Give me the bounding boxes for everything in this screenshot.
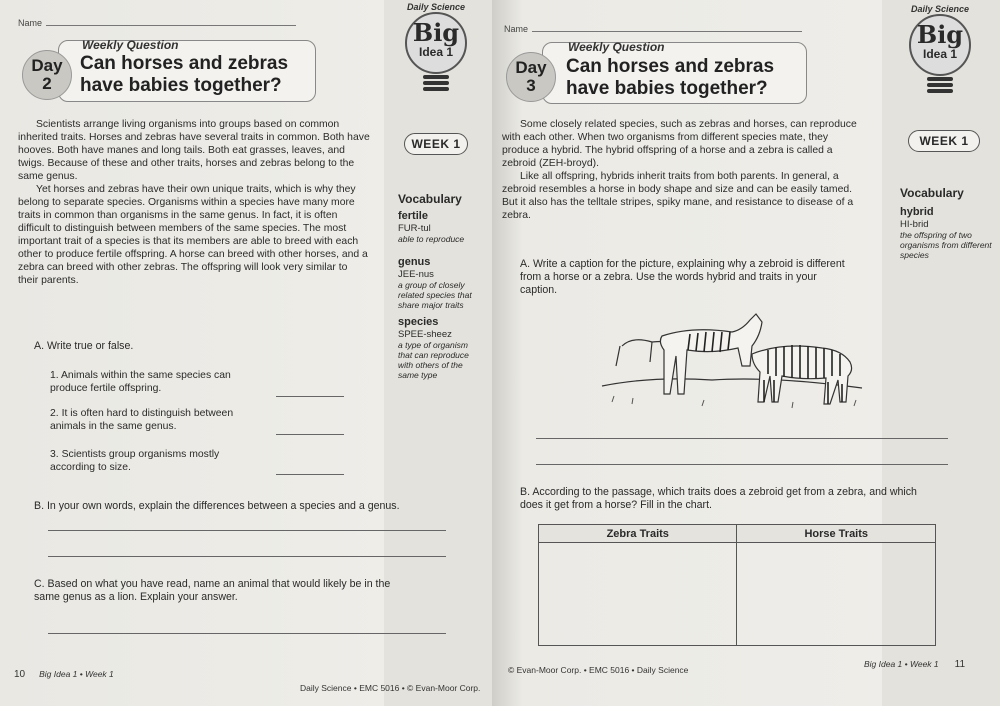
page-number: 11: [954, 659, 966, 670]
question-line-1: Can horses and zebras: [566, 56, 775, 77]
big-label: Big: [412, 18, 460, 47]
bulb-base-icon: [927, 77, 953, 93]
passage-paragraph-1: Scientists arrange living organisms into groups based on common inherited traits. Horses and zebras have several traits in common. Both have hooves. Both have manes and long tails. Both eat grasses, leaves, and twigs. Because of these and other traits, horses and zebras belong to the same genus.: [18, 119, 370, 182]
vocab-term: fertile: [398, 210, 428, 222]
passage-paragraph-1: Some closely related species, such as zebras and horses, can reproduce with each other. When two organisms from different species mate, they produce a hybrid. The hybrid offspring of a horse and a zebra is called a zebroid (ZEH-broyd).: [502, 119, 857, 169]
answer-line-1[interactable]: [276, 396, 344, 397]
left-page: [0, 0, 492, 706]
right-footer: [864, 659, 979, 670]
answer-line-3[interactable]: [276, 474, 344, 475]
section-a-instructions: A. Write true or false.: [34, 340, 134, 352]
vocab-term: species: [398, 316, 439, 328]
zebra-traits-header: Zebra Traits: [539, 525, 737, 543]
item-text: Animals within the same species can produce fertile offspring.: [50, 370, 231, 394]
week-label: WEEK 1: [908, 130, 980, 152]
day-badge: [22, 50, 72, 100]
weekly-question-label: Weekly Question: [568, 40, 665, 54]
vocabulary-list: [900, 206, 992, 266]
weekly-question: [566, 56, 774, 100]
lightbulb-icon: [909, 14, 971, 76]
name-label: Name: [18, 18, 43, 28]
vocab-definition: able to reproduce: [398, 234, 465, 244]
item-text: It is often hard to distinguish between animals in the same genus.: [50, 408, 234, 432]
question-item-3: [50, 448, 260, 474]
vocab-definition: the offspring of two organisms from different species: [900, 230, 992, 260]
day-word: Day: [515, 58, 547, 77]
day-badge: [506, 52, 556, 102]
idea-label: Idea 1: [418, 45, 454, 59]
vocab-pronunciation: HI-brid: [900, 219, 929, 230]
item-number: 2.: [50, 408, 59, 419]
item-text: Scientists group organisms mostly according to size.: [50, 449, 220, 473]
name-line[interactable]: [532, 24, 802, 32]
vocab-pronunciation: FUR-tul: [398, 223, 431, 234]
name-field: [18, 18, 296, 28]
horse-traits-header: Horse Traits: [737, 525, 936, 543]
name-field: [504, 24, 802, 34]
day-number: 2: [42, 74, 52, 93]
vocab-pronunciation: JEE-nus: [398, 269, 434, 280]
question-item-2: [50, 407, 260, 433]
week-label: WEEK 1: [404, 133, 468, 155]
right-page: [492, 0, 1000, 706]
caption-line-2[interactable]: [536, 464, 948, 465]
answer-line-2[interactable]: [276, 434, 344, 435]
vocab-term: hybrid: [900, 206, 934, 218]
question-line-2: have babies together?: [566, 78, 768, 99]
big-idea-badge: [398, 2, 474, 93]
big-label: Big: [916, 20, 964, 49]
left-footer: [14, 669, 114, 680]
vocabulary-title: Vocabulary: [398, 192, 462, 206]
answer-line-b2[interactable]: [48, 556, 446, 557]
footer-idea-week: Big Idea 1 • Week 1: [39, 669, 114, 679]
vocabulary-title: Vocabulary: [900, 186, 964, 200]
passage: [18, 118, 370, 287]
caption-line-1[interactable]: [536, 438, 948, 439]
question-item-1: [50, 369, 260, 395]
page-number: 10: [14, 669, 26, 680]
idea-label: Idea 1: [922, 47, 958, 61]
question-line-1: Can horses and zebras: [80, 53, 289, 74]
passage-paragraph-2: Yet horses and zebras have their own unique traits, which is why they belong to separate species. Organisms within a species have many more traits in common than organisms in the same genus. In fact, it is often difficult to distinguish between members of the same species. The most important trait of a species is that its members are able to breed with each other to produce fertile offspring. A horse can breed with other horses, and a zebra can breed with other zebras. The offspring will look very similar to their parents.: [18, 184, 368, 286]
section-a-instructions: A. Write a caption for the picture, explaining why a zebroid is different from a horse or a zebra. Use the words hybrid and traits in your caption.: [520, 258, 845, 296]
section-b-instructions: B. According to the passage, which traits does a zebroid get from a zebra, and which does it get from a horse? Fill in the chart.: [520, 486, 917, 511]
traits-chart: [538, 524, 936, 646]
weekly-question: [80, 53, 288, 97]
zebra-traits-cell[interactable]: [539, 543, 737, 646]
bulb-base-icon: [423, 75, 449, 91]
zebroid-illustration: [592, 306, 872, 416]
item-number: 1.: [50, 370, 59, 381]
big-idea-badge: [900, 4, 980, 95]
passage: [502, 118, 864, 222]
vocab-pronunciation: SPEE-sheez: [398, 329, 452, 340]
answer-line-c1[interactable]: [48, 633, 446, 634]
vocabulary-list: [398, 210, 482, 386]
vocab-entry-hybrid: [900, 206, 992, 260]
section-b-instructions: B. In your own words, explain the differences between a species and a genus.: [34, 500, 400, 512]
item-number: 3.: [50, 449, 59, 460]
vocab-term: genus: [398, 256, 431, 268]
day-word: Day: [31, 56, 63, 75]
passage-paragraph-2: Like all offspring, hybrids inherit traits from both parents. In general, a zebroid resembles a horse in body shape and size and can be easily tamed. But it also has the telltale stripes, spiky mane, and resistance to disease of a zebra.: [502, 171, 854, 221]
vocab-entry-species: [398, 316, 482, 380]
series-label: Daily Science: [406, 2, 466, 12]
vocab-entry-genus: [398, 256, 482, 310]
horse-traits-cell[interactable]: [737, 543, 936, 646]
lightbulb-icon: [405, 12, 467, 74]
answer-line-b1[interactable]: [48, 530, 446, 531]
name-label: Name: [504, 24, 529, 34]
vocab-definition: a type of organism that can reproduce with others of the same type: [398, 340, 469, 380]
weekly-question-label: Weekly Question: [82, 38, 179, 52]
vocab-definition: a group of closely related species that share major traits: [398, 280, 472, 310]
section-c-instructions: C. Based on what you have read, name an animal that would likely be in the same genus as a lion. Explain your answer.: [34, 578, 391, 603]
right-footer-copyright: © Evan-Moor Corp. • EMC 5016 • Daily Science: [508, 665, 689, 675]
left-footer-copyright: Daily Science • EMC 5016 • © Evan-Moor Corp.: [300, 683, 481, 693]
day-number: 3: [526, 76, 536, 95]
question-line-2: have babies together?: [80, 75, 282, 96]
vocab-entry-fertile: [398, 210, 482, 244]
footer-idea-week: Big Idea 1 • Week 1: [864, 659, 939, 669]
series-label: Daily Science: [910, 4, 970, 14]
name-line[interactable]: [46, 18, 296, 26]
